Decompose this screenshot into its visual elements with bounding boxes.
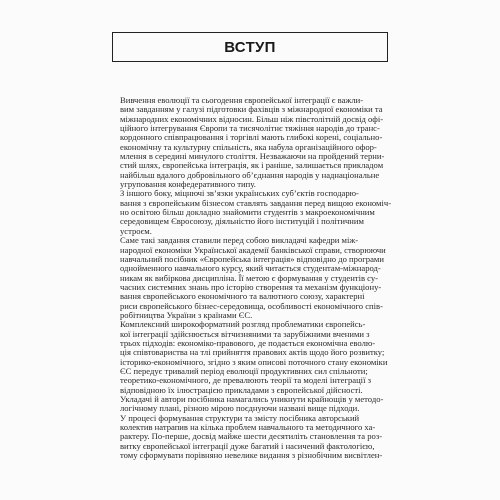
text-line: ція співтовариства на тлі прийняття правових актів щодо його розвитку; xyxy=(120,347,385,358)
text-line: У процесі формування структури та змісту посібника авторський xyxy=(120,412,360,423)
paragraph xyxy=(108,320,404,413)
text-line: Саме такі завдання ставили перед собою викладачі кафедри між- xyxy=(120,235,359,246)
text-line: кордонного співпрацювання і торгівлі мають глибокі корені, соціально- xyxy=(120,132,383,143)
text-line: логічному плані, різною мірою поєднуючи названі вище підходи. xyxy=(120,403,360,414)
text-line: стий шлях, європейська інтеграція, як і раніше, залишається прикладом xyxy=(120,160,384,171)
text-line: З іншого боку, міцнючі зв’язки українських суб’єктів господарю- xyxy=(120,188,359,199)
paragraph xyxy=(108,236,404,320)
text-line: угруповання конфедеративного типу. xyxy=(120,179,256,190)
text-line: найбільш вдалого добровільного об’єднання народів у наднаціональне xyxy=(120,169,380,180)
text-line: никам як вибіркова дисципліна. Її метою є формування у студентів су- xyxy=(120,272,379,283)
text-line: відповідною їх ілюстрацією прикладами з європейської дійсності. xyxy=(120,384,363,395)
text-line: тому сформувати порівняно невелике видання з різнобічним висвітлен- xyxy=(120,450,383,461)
page-title: ВСТУП xyxy=(224,38,276,56)
text-line: витку європейської інтеграції дуже багатий і насичений фактологією, xyxy=(120,440,375,451)
text-line: вання з європейським бізнесом ставлять завдання перед вищою економіч- xyxy=(120,197,392,208)
text-line: ЄС передує тривалий період еволюції продуктивних сил спільноти; xyxy=(120,365,368,376)
text-line: міжнародних економічних відносин. Більш ніж півстолітній досвід офі- xyxy=(120,113,384,124)
title-box xyxy=(112,32,388,62)
paragraph xyxy=(108,96,404,189)
text-line: робітництва України з країнами ЄС. xyxy=(120,309,253,320)
text-line: народної економіки Української академії банківської справи, створюючи xyxy=(120,244,386,255)
paragraph xyxy=(108,189,404,236)
text-line: ційного інтегрування Європи та тисячолітнє тяжіння народів до транс- xyxy=(120,123,380,134)
paragraph xyxy=(108,414,404,461)
text-line: Комплексний широкоформатний розгляд проблематики європейсь- xyxy=(120,319,366,330)
text-line: однойменного навчального курсу, який читається студентам-міжнарод- xyxy=(120,263,381,274)
text-line: часних системних знань про історію створення та механізм функціону- xyxy=(120,281,382,292)
text-line: економічну та культурну спільність, яка набула організаційного офор- xyxy=(120,141,377,152)
text-line: риси європейського бізнес-середовища, особливості економічного спів- xyxy=(120,300,383,311)
text-line: теоретико-економічного, де превалюють теорії та моделі інтеграції з xyxy=(120,375,371,386)
text-line: кої інтеграції здійснюється вітчизняними та зарубіжними вченими з xyxy=(120,328,370,339)
text-line: середовищем Євросоюзу, діяльністю його інституцій і політичним xyxy=(120,216,364,227)
text-line: навчальний посібник «Європейська інтеграція» відповідно до програми xyxy=(120,253,384,264)
text-line: Вивчення еволюції та сьогодення європейської інтеграції є важли- xyxy=(120,95,364,105)
text-line: вання європейського економічного та валютного союзу, характерні xyxy=(120,291,365,302)
text-line: рактеру. По-перше, досвід майже шести десятиліть становлення та роз- xyxy=(120,431,383,442)
text-line: устроєм. xyxy=(120,225,152,236)
text-line: колектив натрапив на кілька проблем навчального та методичного ха- xyxy=(120,422,376,433)
text-line: Укладачі й автори посібника намагались уникнути крайнощів у методо- xyxy=(120,394,384,404)
text-line: вим завданням у галузі підготовки фахівців з міжнародної економіки та xyxy=(120,104,383,115)
body-text xyxy=(108,96,404,460)
text-line: но освітою більш докладно знайомити студентів з макроекономічним xyxy=(120,207,375,218)
text-line: трьох підходів: економіко-правового, де подається економічна еволю- xyxy=(120,337,376,348)
text-line: млення в середині минулого століття. Незважаючи на пройдений терни- xyxy=(120,151,385,162)
text-line: історико-економічного, згідно з яким описові поточного стану економіки xyxy=(120,356,388,367)
